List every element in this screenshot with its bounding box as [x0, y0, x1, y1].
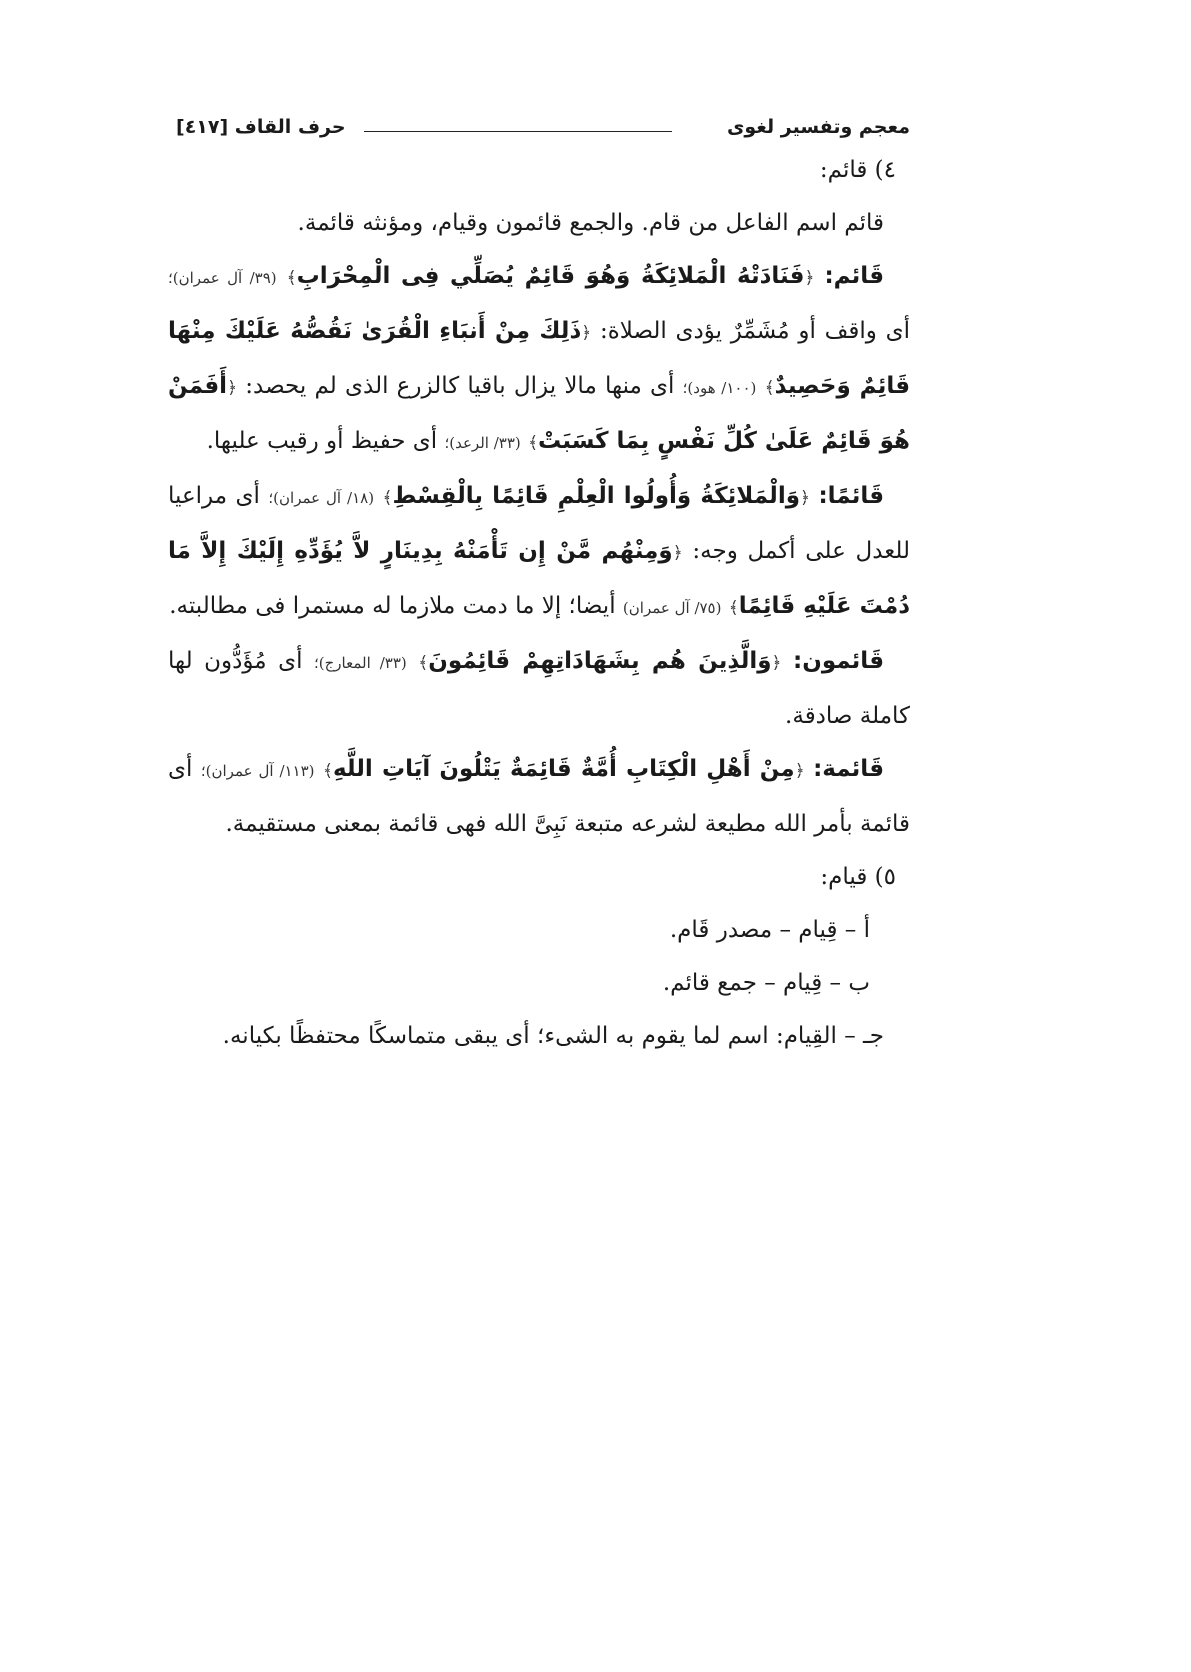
verse-reference: (٣٣/ الرعد)؛ [444, 434, 521, 452]
gloss-text: أى مُؤَدُّون لها كاملة صادقة. [168, 648, 910, 729]
verse-close-bracket: ﴾ [728, 598, 739, 618]
entry-qaima [168, 743, 910, 851]
term-qaim: قَائم: [824, 263, 885, 289]
verse-open-bracket: ﴿ [227, 378, 238, 398]
section-title: حرف القاف [234, 116, 346, 138]
term-qaiman: قَائمًا: [818, 483, 885, 509]
quran-verse: ذَلِكَ مِنْ أَنبَاءِ الْقُرَىٰ نَقُصُّهُ عَلَيْكَ مِنْهَا قَائِمٌ وَحَصِيدٌ [168, 318, 911, 399]
verse-close-bracket: ﴾ [764, 378, 775, 398]
verse-reference: (٣٩/ آل عمران)؛ [168, 269, 277, 287]
body-text [168, 144, 910, 1063]
verse-close-bracket: ﴾ [322, 761, 333, 781]
verse-reference: (١٨/ آل عمران)؛ [268, 489, 375, 507]
header-rule [364, 131, 672, 132]
section-4-heading: ٤) قائم: [819, 157, 896, 183]
gloss-text: أى قائمة بأمر الله مطيعة لشرعه متبعة نَبِىَّ الله فهى قائمة بمعنى مستقيمة. [168, 756, 910, 837]
section-4-intro: قائم اسم الفاعل من قام. والجمع قائمون وقيام، ومؤنثه قائمة. [297, 210, 884, 236]
list-item-a: أ – قِيام – مصدر قَام. [669, 917, 870, 943]
entry-qaim [168, 250, 910, 470]
verse-close-bracket: ﴾ [528, 433, 539, 453]
verse-reference: (٣٣/ المعارج)؛ [314, 654, 407, 672]
verse-reference: (٧٥/ آل عمران) [622, 599, 722, 617]
list-item-b: ب – قِيام – جمع قائم. [662, 970, 870, 996]
entry-qaimun [168, 635, 910, 743]
gloss-text: أى مراعيا للعدل على أكمل وجه: [168, 483, 911, 564]
term-qaima: قَائمة: [813, 756, 885, 782]
verse-reference: (١١٣/ آل عمران)؛ [200, 762, 315, 780]
verse-open-bracket: ﴿ [581, 323, 592, 343]
verse-open-bracket: ﴿ [804, 268, 815, 288]
term-qaimun: قَائمون: [793, 648, 885, 674]
gloss-text: أى منها مالا يزال باقيا كالزرع الذى لم يحصد: [245, 373, 675, 399]
quran-verse: وَالْمَلائِكَةُ وَأُولُوا الْعِلْمِ قَائِمًا بِالْقِسْطِ [392, 483, 800, 509]
verse-open-bracket: ﴿ [794, 761, 805, 781]
entry-qaiman [168, 470, 910, 635]
running-header [168, 110, 910, 144]
quran-verse: وَالَّذِينَ هُم بِشَهَادَاتِهِمْ قَائِمُونَ [428, 648, 772, 674]
page-number: [٤١٧] [176, 116, 229, 138]
list-item-c: جـ – القِيام: اسم لما يقوم به الشىء؛ أى يبقى متماسكًا محتفظًا بكيانه. [222, 1023, 884, 1049]
verse-close-bracket: ﴾ [286, 268, 297, 288]
verse-open-bracket: ﴿ [800, 488, 810, 508]
gloss-text: أى حفيظ أو رقيب عليها. [206, 428, 438, 454]
quran-verse: أَفَمَنْ هُوَ قَائِمٌ عَلَىٰ كُلِّ نَفْسٍ بِمَا كَسَبَتْ [168, 373, 910, 454]
quran-verse: مِنْ أَهْلِ الْكِتَابِ أُمَّةٌ قَائِمَةٌ يَتْلُونَ آيَاتِ اللَّهِ [332, 756, 795, 782]
verse-close-bracket: ﴾ [382, 488, 393, 508]
verse-reference: (١٠٠/ هود)؛ [682, 379, 757, 397]
document-page [168, 110, 910, 1063]
section-and-page [176, 116, 346, 138]
verse-close-bracket: ﴾ [418, 653, 429, 673]
book-title: معجم وتفسير لغوى [726, 116, 910, 138]
verse-open-bracket: ﴿ [771, 653, 782, 673]
gloss-text: أى واقف أو مُشَمِّرٌ يؤدى الصلاة: [599, 318, 910, 344]
gloss-text: أيضا؛ إلا ما دمت ملازما له مستمرا فى مطالبته. [169, 593, 616, 619]
verse-open-bracket: ﴿ [672, 543, 683, 563]
section-5-heading: ٥) قيام: [820, 864, 896, 890]
quran-verse: فَنَادَتْهُ الْمَلائِكَةُ وَهُوَ قَائِمٌ يُصَلِّي فِى الْمِحْرَابِ [296, 263, 805, 289]
quran-verse: وَمِنْهُم مَّنْ إِن تَأْمَنْهُ بِدِينَارٍ لاَّ يُؤَدِّهِ إِلَيْكَ إِلاَّ مَا دُمْتَ عَلَيْهِ قَائِمًا [168, 538, 910, 619]
